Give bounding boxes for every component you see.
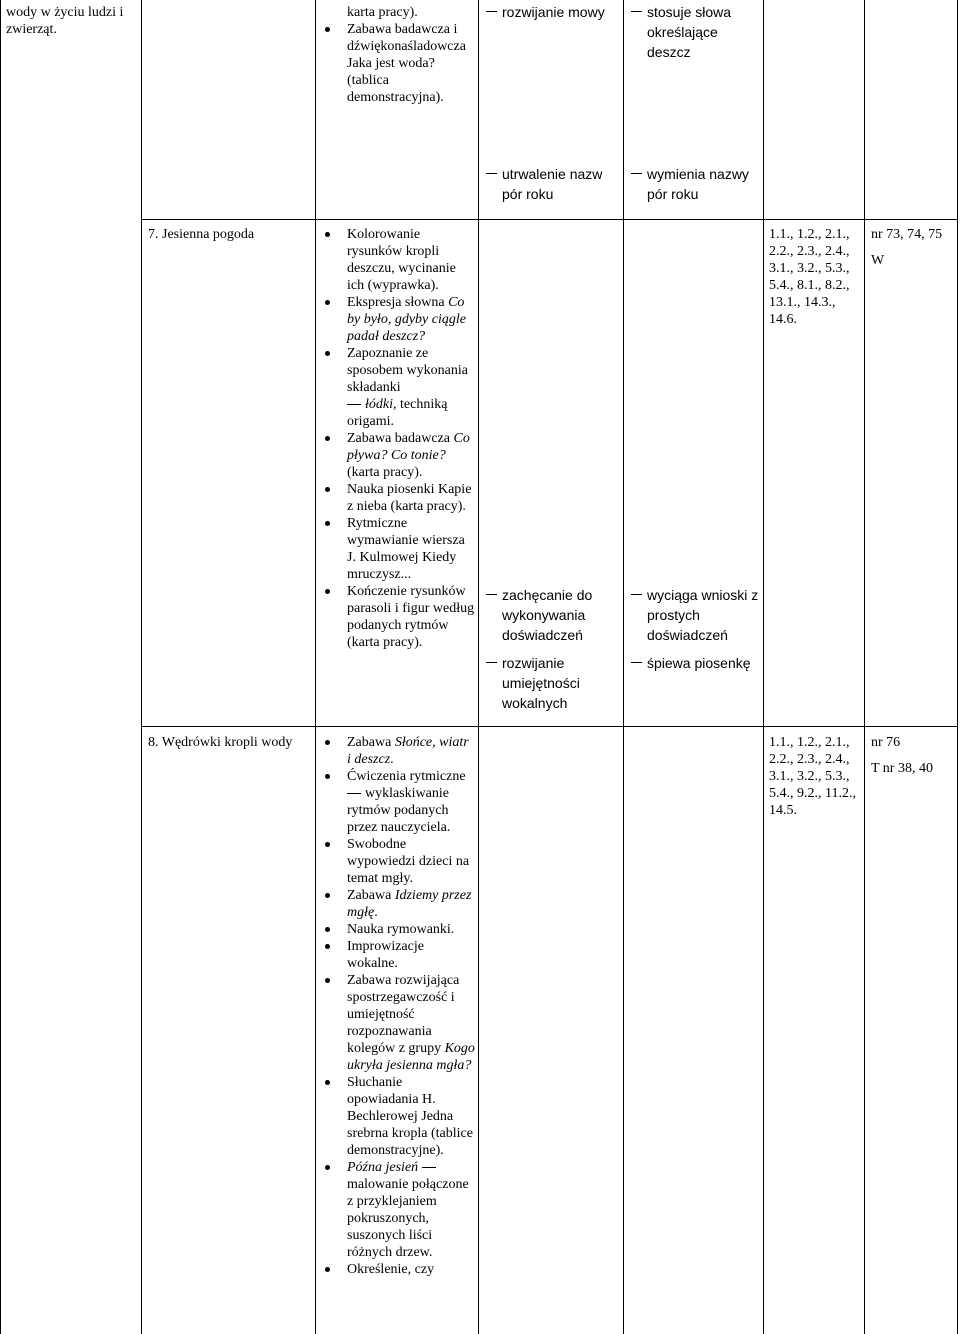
goal-text: stosuje słowa określające deszcz [647, 4, 732, 60]
column-divider [478, 0, 479, 1334]
activity-item: Zabawa Słońce, wiatr i deszcz. [347, 734, 475, 768]
codes-text: 1.1., 1.2., 2.1., 2.2., 2.3., 2.4., 3.1., 3.2., 5.3., 5.4., 8.1., 8.2., 13.1., 14.3., 14.6. [769, 227, 850, 327]
topic-text: wody w życiu ludzi i zwierząt. [6, 5, 124, 37]
goal-item [631, 653, 759, 673]
activities-list [347, 734, 475, 1278]
table-border-left [0, 0, 1, 1334]
materials-cell [871, 226, 955, 269]
topic-title-text: 7. Jesienna pogoda [148, 227, 255, 242]
goal-item [486, 653, 620, 713]
activity-item: Kończenie rysunków parasoli i figur według podanych rytmów (karta pracy). [347, 584, 475, 650]
goal-text: utrwalenie nazw pór roku [502, 166, 603, 202]
activity-item: Zabawa badawcza i dźwiękonaśladowcza Jaka jest woda? (tablica demonstracyjna). [347, 21, 475, 106]
activity-item: Swobodne wypowiedzi dzieci na temat mgły. [347, 836, 475, 887]
material-ref: nr 76 [871, 735, 901, 750]
goal-text: zachęcanie do wykonywania doświadczeń [502, 587, 593, 643]
topic-title [148, 734, 313, 751]
material-ref: W [871, 253, 885, 268]
activities-cell [347, 4, 475, 106]
goal-text: wymienia nazwy pór roku [647, 166, 749, 202]
row-divider [141, 726, 957, 727]
goal-text: rozwijanie umiejętności wokalnych [502, 655, 580, 711]
activity-item: Zabawa badawcza Co pływa? Co tonie? (karta pracy). [347, 430, 475, 481]
activity-item: Zabawa rozwijająca spostrzegawczość i umiejętność rozpoznawania kolegów z grupy Kogo ukryła jesienna mgła? [347, 973, 475, 1073]
column-divider [763, 0, 764, 1334]
row-divider [141, 219, 957, 220]
column-divider [623, 0, 624, 1334]
activity-item: Nauka piosenki Kapie z nieba (karta pracy). [347, 481, 475, 515]
goal-text: śpiewa piosenkę [647, 655, 751, 671]
activity-line: karta pracy). [347, 5, 418, 20]
codes-text: 1.1., 1.2., 2.1., 2.2., 2.3., 2.4., 3.1., 3.2., 5.3., 5.4., 9.2., 11.2., 14.5. [769, 735, 856, 818]
activity-item: Improwizacje wokalne. [347, 938, 475, 972]
goal-text: wyciąga wnioski z prostych doświadczeń [647, 587, 759, 643]
teacher-goals-cell [486, 2, 620, 210]
topic-cell [6, 4, 136, 38]
goal-text: rozwijanie mowy [502, 4, 605, 20]
material-ref: T nr 38, 40 [871, 761, 933, 776]
goal-item [486, 585, 620, 645]
goal-item [631, 164, 759, 204]
activity-item: Zabawa Idziemy przez mgłę. [347, 887, 475, 921]
activity-item: Późna jesień malowanie połączone z przyklejaniem pokruszonych, suszonych liści różnych drzew. [347, 1159, 475, 1261]
goal-item [486, 164, 620, 204]
curriculum-codes [769, 226, 861, 328]
activity-item: Ekspresja słowna Co by było, gdyby ciągle padał deszcz? [347, 294, 475, 345]
activities-list [347, 226, 475, 651]
topic-title [148, 226, 313, 243]
column-divider [864, 0, 865, 1334]
activity-item: Ćwiczenia rytmiczne wyklaskiwanie rytmów podanych przez nauczyciela. [347, 768, 475, 836]
activity-item: Nauka rymowanki. [347, 921, 475, 938]
child-goals-cell [631, 585, 759, 679]
column-divider [141, 0, 142, 1334]
goal-item [486, 2, 620, 22]
column-divider [315, 0, 316, 1334]
activity-item: Kolorowanie rysunków kropli deszczu, wycinanie ich (wyprawka). [347, 226, 475, 294]
activity-item: Określenie, czy [347, 1261, 475, 1278]
curriculum-codes [769, 734, 861, 819]
activity-item: Rytmiczne wymawianie wiersza J. Kulmowej Kiedy mruczysz... [347, 515, 475, 583]
activity-item: Zapoznanie ze sposobem wykonania składanki łódki, techniką origami. [347, 345, 475, 430]
table-border-right [957, 0, 958, 1334]
material-ref: nr 73, 74, 75 [871, 227, 943, 242]
child-goals-cell [631, 2, 759, 210]
topic-title-text: 8. Wędrówki kropli wody [148, 735, 293, 750]
activity-item: Słuchanie opowiadania H. Bechlerowej Jedna srebrna kropla (tablice demonstracyjne). [347, 1074, 475, 1159]
materials-cell [871, 734, 955, 777]
teacher-goals-cell [486, 585, 620, 719]
goal-item [631, 585, 759, 645]
goal-item [631, 2, 759, 62]
